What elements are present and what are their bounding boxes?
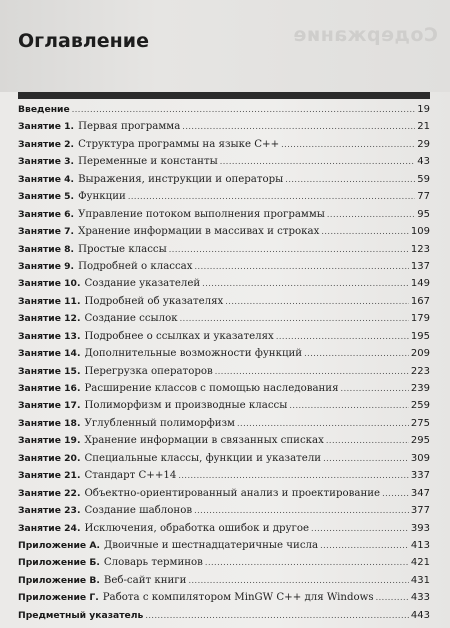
toc-entry-title: Создание ссылок xyxy=(84,313,178,325)
toc-entry xyxy=(18,415,430,432)
toc-entry-label: Введение xyxy=(18,104,70,115)
toc-entry-label: Занятие 13. xyxy=(18,330,81,342)
dot-leader xyxy=(323,450,409,467)
toc-entry-label: Занятие 24. xyxy=(18,522,81,534)
toc-entry-page-number: 167 xyxy=(410,295,430,307)
toc-entry-page-number: 239 xyxy=(410,383,430,394)
table-of-contents xyxy=(18,101,430,624)
dot-leader xyxy=(202,275,409,292)
toc-entry-label: Предметный указатель xyxy=(18,609,144,621)
toc-entry-page-number: 95 xyxy=(417,208,430,220)
toc-entry xyxy=(18,589,430,606)
toc-entry-label: Занятие 2. xyxy=(18,138,75,150)
toc-entry-title: Стандарт С++14 xyxy=(84,470,177,482)
toc-entry-page-number: 77 xyxy=(417,191,430,203)
toc-entry-label: Занятие 5. xyxy=(18,191,75,203)
toc-entry xyxy=(18,502,430,519)
toc-entry-label: Занятие 4. xyxy=(18,173,75,185)
toc-entry-label: Приложение Б. xyxy=(18,557,100,569)
toc-entry xyxy=(18,258,430,275)
toc-entry-page-number: 413 xyxy=(410,539,430,551)
toc-entry xyxy=(18,275,430,292)
toc-entry-page-number: 137 xyxy=(410,260,430,272)
dot-leader xyxy=(237,415,409,432)
toc-entry-title: Объектно-ориентированный анализ и проектирование xyxy=(84,487,381,499)
toc-entry-label: Занятие 9. xyxy=(18,260,75,272)
dot-leader xyxy=(145,607,409,624)
toc-entry-page-number: 275 xyxy=(410,417,430,429)
toc-entry-label: Занятие 12. xyxy=(18,313,81,325)
toc-entry-title: Словарь терминов xyxy=(103,557,203,569)
dot-leader xyxy=(289,397,409,414)
toc-entry-page-number: 209 xyxy=(410,348,430,360)
dot-leader xyxy=(285,171,415,188)
toc-entry xyxy=(18,537,430,554)
toc-entry-label: Занятие 19. xyxy=(18,435,81,447)
toc-entry-title: Структура программы на языке С++ xyxy=(78,138,280,150)
toc-entry-title: Работа с компилятором MinGW C++ для Windows xyxy=(102,592,374,604)
dot-leader xyxy=(215,363,409,380)
toc-entry-title: Углубленный полиморфизм xyxy=(84,417,235,429)
toc-entry-page-number: 19 xyxy=(417,104,430,115)
toc-entry-label: Занятие 17. xyxy=(18,400,81,412)
toc-entry-page-number: 21 xyxy=(417,121,430,133)
toc-entry-label: Занятие 1. xyxy=(18,121,75,133)
toc-entry xyxy=(18,467,430,484)
toc-entry xyxy=(18,206,430,223)
dot-leader xyxy=(205,554,409,571)
toc-entry xyxy=(18,310,430,327)
toc-entry-label: Приложение В. xyxy=(18,574,100,586)
dot-leader xyxy=(326,432,409,449)
toc-entry xyxy=(18,171,430,188)
toc-entry-page-number: 109 xyxy=(410,226,430,238)
toc-entry-label: Занятие 8. xyxy=(18,243,75,255)
toc-entry xyxy=(18,363,430,380)
title-rule xyxy=(18,92,430,99)
toc-entry-title: Подробней об указателях xyxy=(84,295,224,307)
dot-leader xyxy=(281,136,415,153)
dot-leader xyxy=(341,380,409,397)
toc-entry-title: Специальные классы, функции и указатели xyxy=(84,452,322,464)
toc-entry-title: Функции xyxy=(78,191,126,203)
dot-leader xyxy=(321,223,409,240)
toc-entry-page-number: 123 xyxy=(410,243,430,255)
dot-leader xyxy=(276,328,409,345)
dot-leader xyxy=(304,345,409,362)
dot-leader xyxy=(194,502,409,519)
toc-entry xyxy=(18,188,430,205)
dot-leader xyxy=(320,537,409,554)
dot-leader xyxy=(220,153,416,170)
toc-entry xyxy=(18,101,430,118)
toc-entry xyxy=(18,397,430,414)
toc-entry-page-number: 433 xyxy=(410,592,430,604)
toc-entry-title: Простые классы xyxy=(78,243,167,255)
toc-entry-label: Занятие 23. xyxy=(18,505,81,517)
toc-entry xyxy=(18,450,430,467)
dot-leader xyxy=(225,293,409,310)
dot-leader xyxy=(327,206,415,223)
toc-entry xyxy=(18,293,430,310)
toc-entry xyxy=(18,328,430,345)
toc-entry-title: Хранение информации в массивах и строках xyxy=(78,226,320,238)
toc-entry-label: Занятие 18. xyxy=(18,417,81,429)
dot-leader xyxy=(188,572,408,589)
toc-entry-title: Полиморфизм и производные классы xyxy=(84,400,288,412)
toc-entry-page-number: 337 xyxy=(410,470,430,482)
dot-leader xyxy=(182,118,415,135)
toc-entry-page-number: 393 xyxy=(410,522,430,534)
toc-entry-page-number: 179 xyxy=(410,313,430,325)
toc-entry-label: Занятие 7. xyxy=(18,226,75,238)
toc-entry-label: Занятие 22. xyxy=(18,487,81,499)
toc-entry xyxy=(18,136,430,153)
toc-entry-title: Первая программа xyxy=(78,121,181,133)
toc-entry-page-number: 431 xyxy=(410,574,430,586)
toc-entry-page-number: 195 xyxy=(410,330,430,342)
toc-entry-title: Подробнее о ссылках и указателях xyxy=(84,330,274,342)
toc-entry-page-number: 259 xyxy=(410,400,430,412)
toc-entry-label: Занятие 10. xyxy=(18,278,81,290)
toc-entry-title: Перегрузка операторов xyxy=(84,365,213,377)
toc-entry-page-number: 309 xyxy=(410,452,430,464)
toc-entry xyxy=(18,485,430,502)
toc-entry-label: Занятие 16. xyxy=(18,383,81,394)
toc-entry-title: Исключения, обработка ошибок и другое xyxy=(84,522,310,534)
dot-leader xyxy=(128,188,415,205)
toc-entry xyxy=(18,345,430,362)
dot-leader xyxy=(376,589,409,606)
toc-entry-title: Веб-сайт книги xyxy=(103,574,187,586)
page-title: Оглавление xyxy=(18,30,149,52)
toc-entry xyxy=(18,241,430,258)
dot-leader xyxy=(72,101,416,118)
dot-leader xyxy=(180,310,409,327)
toc-entry-label: Занятие 11. xyxy=(18,295,81,307)
toc-entry-title: Создание шаблонов xyxy=(84,505,193,517)
toc-entry-page-number: 223 xyxy=(410,365,430,377)
toc-entry-label: Занятие 15. xyxy=(18,365,81,377)
toc-entry-label: Занятие 3. xyxy=(18,156,75,168)
dot-leader xyxy=(311,520,409,537)
toc-entry xyxy=(18,432,430,449)
toc-entry-title: Управление потоком выполнения программы xyxy=(78,208,325,220)
toc-entry-label: Занятие 20. xyxy=(18,452,81,464)
toc-entry-label: Приложение А. xyxy=(18,539,100,551)
toc-entry-title: Двоичные и шестнадцатеричные числа xyxy=(103,539,319,551)
toc-entry-title: Подробней о классах xyxy=(78,260,193,272)
toc-entry-label: Занятие 14. xyxy=(18,348,81,360)
toc-entry xyxy=(18,118,430,135)
toc-entry xyxy=(18,572,430,589)
toc-entry-page-number: 443 xyxy=(410,609,430,621)
toc-entry-label: Приложение Г. xyxy=(18,592,99,604)
toc-entry xyxy=(18,607,430,624)
dot-leader xyxy=(195,258,409,275)
toc-entry-page-number: 347 xyxy=(410,487,430,499)
toc-entry-title: Расширение классов с помощью наследования xyxy=(84,383,339,394)
toc-entry-page-number: 421 xyxy=(410,557,430,569)
mirrored-bleed-through-heading: Содержание xyxy=(293,24,438,46)
toc-entry-label: Занятие 6. xyxy=(18,208,75,220)
toc-entry-page-number: 295 xyxy=(410,435,430,447)
toc-entry-title: Выражения, инструкции и операторы xyxy=(78,173,284,185)
toc-entry xyxy=(18,153,430,170)
toc-entry-title: Переменные и константы xyxy=(78,156,218,168)
dot-leader xyxy=(169,241,409,258)
dot-leader xyxy=(178,467,409,484)
toc-entry xyxy=(18,554,430,571)
toc-entry-title: Дополнительные возможности функций xyxy=(84,348,303,360)
toc-entry-title: Хранение информации в связанных списках xyxy=(84,435,324,447)
dot-leader xyxy=(382,485,409,502)
toc-entry-title: Создание указателей xyxy=(84,278,201,290)
toc-entry-label: Занятие 21. xyxy=(18,470,81,482)
toc-entry xyxy=(18,380,430,397)
toc-entry-page-number: 149 xyxy=(410,278,430,290)
toc-entry-page-number: 43 xyxy=(417,156,430,168)
toc-entry xyxy=(18,223,430,240)
toc-entry-page-number: 377 xyxy=(410,505,430,517)
toc-entry-page-number: 29 xyxy=(417,138,430,150)
toc-entry-page-number: 59 xyxy=(417,173,430,185)
toc-entry xyxy=(18,520,430,537)
